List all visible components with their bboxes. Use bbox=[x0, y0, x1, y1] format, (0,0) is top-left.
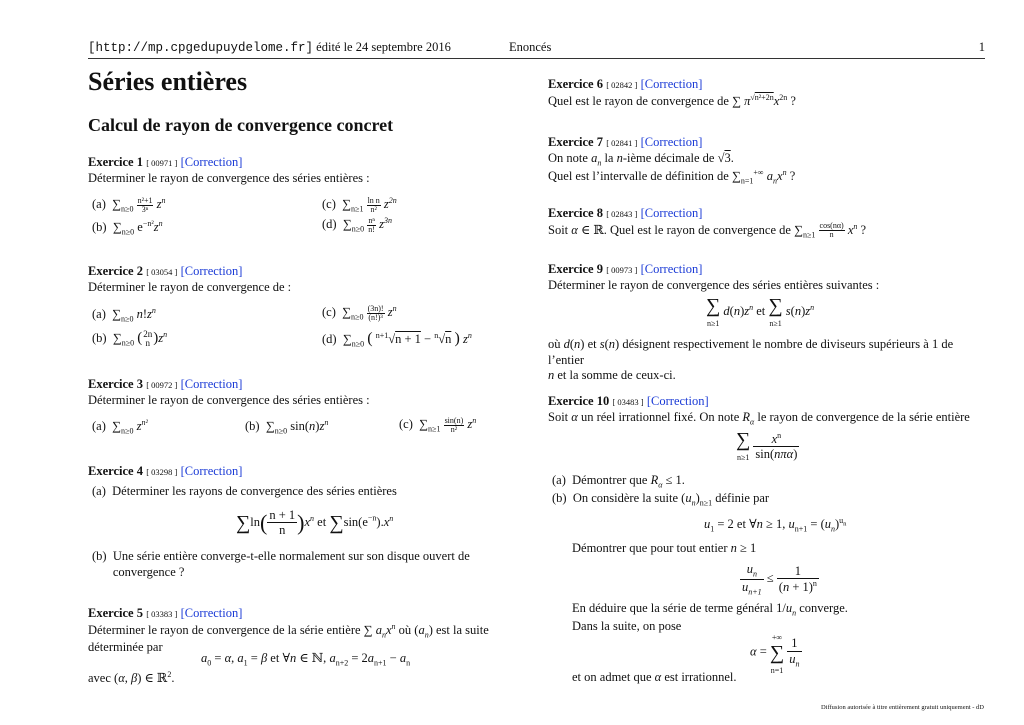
item-1d: (d) $\sum_{n\ge 0}$ $\frac{\text{nⁿ}}{n!}$ $z^{3n}$ bbox=[322, 215, 392, 234]
formula-10b2: $\frac{u_n}{u_{n+1}}$ ≤ $\frac{1}{(n + 1)^n}$ bbox=[742, 562, 817, 597]
exercise-5: Exercice 5 [ 03383 ] [Correction] Déterminer le rayon de convergence de la série entière ∑ $a_nx^n$ où $(a_n)$ est la suite déterminée par bbox=[88, 605, 498, 656]
item-1c: (c) $\sum_{n\ge 1}$ $\frac{\text{ln n}}{\text{n²}}$ $z^{2n}$ bbox=[322, 195, 397, 214]
item-10b-text: est irrationnel. bbox=[664, 670, 737, 684]
item-10a: (a) Démontrer que $R_\alpha \le 1$. bbox=[552, 473, 685, 490]
ex9-text: où bbox=[548, 337, 561, 351]
page-header bbox=[88, 40, 985, 59]
correction-link[interactable]: [Correction] bbox=[180, 464, 243, 478]
ex10-text: Soit bbox=[548, 409, 569, 424]
document-title: Séries entières bbox=[88, 67, 248, 96]
exercise-8: Exercice 8 [ 02843 ] [Correction] Soit α ∈ ℝ. Quel est le rayon de convergence de $\sum_{n\ge 1}$ $\frac{\cos(n\alpha)}{n}$ $x^n$ ? bbox=[548, 206, 867, 240]
exercise-text: Déterminer le rayon de convergence des séries entières : bbox=[88, 170, 370, 185]
footer-note: Diffusion autorisée à titre entièrement gratuit uniquement - dD bbox=[820, 704, 984, 711]
ex9-text: Déterminer le rayon de convergence des séries entières suivantes : bbox=[548, 277, 880, 292]
exercise-10: Exercice 10 [ 03483 ] [Correction] Soit α un réel irrationnel fixé. On note $R_\alpha$ le rayon de convergence de la série entière bbox=[548, 394, 970, 427]
item-10b-text3: Démontrer que pour tout entier n ≥ 1 bbox=[572, 541, 757, 555]
item-1b: (b) $\sum_{n\ge 0}$ $e^{-n^2}z^n$ bbox=[92, 219, 163, 237]
formula-10b3: α = +∞ ∑ n=1 $\frac{1}{u_n}$ bbox=[750, 633, 800, 675]
item-2b: (b) $\sum_{n\ge 0}$ ( 2n n )$z^n$ bbox=[92, 329, 168, 349]
ex7-text: -ième décimale de bbox=[622, 150, 715, 165]
header-source bbox=[88, 40, 451, 57]
ex8-text: Soit bbox=[548, 222, 569, 237]
item-10b-text: Démontrer que pour tout entier bbox=[572, 541, 728, 555]
ex8-text: . Quel est le rayon de convergence de bbox=[603, 222, 791, 237]
item-10b-text: En déduire que la série de terme général bbox=[572, 601, 773, 615]
header-edited: édité le 24 septembre 2016 bbox=[316, 40, 451, 54]
section-title: Calcul de rayon de convergence concret bbox=[88, 115, 394, 135]
page-number: 1 bbox=[978, 40, 985, 54]
item-10b-text5: et on admet que α est irrationnel. bbox=[572, 670, 737, 684]
item-3a: (a) $\sum_{n\ge 0}$ $z^{n^2}$ bbox=[92, 418, 148, 436]
ex7-text: On note bbox=[548, 150, 588, 165]
item-3c: (c) $\sum_{n\ge 1}$ $\frac{\sin(n)}{\text{n²}}$ $z^n$ bbox=[399, 415, 477, 434]
ex6-text: Quel est le rayon de convergence de bbox=[548, 93, 729, 108]
ex5-text: déterminée par bbox=[88, 640, 163, 655]
header-center: Enoncés bbox=[509, 40, 552, 54]
ex5-last: avec (α, β) ∈ ℝ$^2$. bbox=[88, 670, 175, 686]
ex9-text: et bbox=[587, 337, 597, 351]
exercise-6: Exercice 6 [ 02842 ] [Correction] Quel est le rayon de convergence de ∑ $\pi^{√n^2+2n}x^{2n}$ ? bbox=[548, 77, 796, 108]
ex9-text: désignent respectivement le nombre de diviseurs supérieurs à 1 de l’entier bbox=[548, 337, 954, 367]
item-10a-text: Démontrer que bbox=[572, 473, 648, 487]
correction-link[interactable]: [Correction] bbox=[180, 264, 243, 278]
item-10b-text: définie par bbox=[715, 491, 770, 505]
item-2c: (c) $\sum_{n\ge 0}$ $\frac{(3n)!}{\text{(n!)³}}$ $z^n$ bbox=[322, 303, 397, 322]
ex5-text: Déterminer le rayon de convergence de la série entière bbox=[88, 622, 361, 637]
exercise-label: Exercice 5 bbox=[88, 606, 143, 620]
item-2a: (a) $\sum_{n\ge 0}$ $n!z^n$ bbox=[92, 306, 156, 324]
item-4a: (a) Déterminer les rayons de convergence des séries entières bbox=[92, 484, 397, 498]
correction-link[interactable]: [Correction] bbox=[180, 606, 243, 620]
exercise-code: [ 02843 ] bbox=[606, 209, 638, 219]
formula-10: ∑ n≥1 $x^n$ sin(nπα) bbox=[736, 429, 798, 462]
item-4b: (b) Une série entière converge-t-elle normalement sur son disque ouvert de convergence ? bbox=[92, 549, 472, 580]
ex5-text: où bbox=[398, 622, 412, 637]
item-10b-text: On considère la suite bbox=[572, 491, 679, 505]
item-2d: (d) $\sum_{n\ge 0}$ ( $^{n+1}$√n + 1 − $^n$√n ) $z^n$ bbox=[322, 330, 472, 349]
header-url[interactable]: [http://mp.cpgedupuydelome.fr] bbox=[88, 41, 314, 55]
item-10b-text: et on admet que bbox=[572, 670, 652, 684]
correction-link[interactable]: [Correction] bbox=[640, 262, 703, 276]
item-1a: (a) $\sum_{n\ge 0}$ $\frac{\text{n²+1}}{\text{3ⁿ}}$ $z^n$ bbox=[92, 195, 166, 214]
item-10b: (b) On considère la suite $(u_n)_{n\ge 1}$ définie par bbox=[552, 491, 770, 508]
item-10b-text: converge. bbox=[799, 601, 848, 615]
exercise-code: [ 03054 ] bbox=[146, 267, 178, 277]
exercise-1 bbox=[88, 154, 370, 186]
correction-link[interactable]: [Correction] bbox=[640, 77, 703, 91]
exercise-code: [ 02841 ] bbox=[606, 138, 638, 148]
formula-10b1: $u_1 = 2$ et ∀n ≥ 1, $u_{n+1} = (u_n)^{u_n}$ bbox=[704, 516, 847, 534]
exercise-code: [ 03298 ] bbox=[146, 467, 178, 477]
exercise-label: Exercice 9 bbox=[548, 262, 603, 276]
ex7-text: la bbox=[604, 150, 614, 165]
exercise-9 bbox=[548, 261, 879, 293]
ex10-text: le rayon de convergence de la série entière bbox=[757, 409, 970, 424]
item-4a-text: Déterminer les rayons de convergence des séries entières bbox=[112, 484, 397, 498]
exercise-code: [ 00972 ] bbox=[146, 380, 178, 390]
correction-link[interactable]: [Correction] bbox=[180, 155, 243, 169]
item-10b-text4: En déduire que la série de terme général $1/u_n$ converge. Dans la suite, on pose bbox=[572, 601, 848, 633]
correction-link[interactable]: [Correction] bbox=[640, 135, 703, 149]
exercise-label: Exercice 2 bbox=[88, 264, 143, 278]
exercise-2 bbox=[88, 263, 291, 295]
exercise-code: [ 00971 ] bbox=[146, 158, 178, 168]
ex9-text: et la somme de ceux-ci. bbox=[557, 368, 676, 383]
ex9-text2: où d(n) et s(n) désignent respectivement le nombre de diviseurs supérieurs à 1 de l’entier n et la somme de ceux-ci. bbox=[548, 337, 954, 383]
exercise-label: Exercice 7 bbox=[548, 135, 603, 149]
exercise-code: [ 00973 ] bbox=[606, 265, 638, 275]
correction-link[interactable]: [Correction] bbox=[646, 394, 709, 408]
exercise-label: Exercice 6 bbox=[548, 77, 603, 91]
formula-9: ∑ n≥1 $d(n)z^n$ et ∑ n≥1 $s(n)z^n$ bbox=[706, 295, 815, 328]
exercise-label: Exercice 4 bbox=[88, 464, 143, 478]
correction-link[interactable]: [Correction] bbox=[180, 377, 243, 391]
exercise-label: Exercice 8 bbox=[548, 206, 603, 220]
exercise-code: [ 03383 ] bbox=[146, 609, 178, 619]
exercise-label: Exercice 10 bbox=[548, 394, 610, 408]
exercise-7: Exercice 7 [ 02841 ] [Correction] On note $a_n$ la n-ième décimale de √3. Quel est l’intervalle de définition de $\sum_{n=1}^{+\infty}$ $a_nx^n$ ? bbox=[548, 135, 796, 186]
formula-5: $a_0 = \alpha$, $a_1 = \beta$ et ∀n ∈ ℕ, $a_{n+2} = 2a_{n+1} - a_n$ bbox=[201, 651, 411, 668]
exercise-4 bbox=[88, 463, 242, 480]
formula-4a: ∑ln( $\frac{n + 1}{n}$ )$x^n$ et $\sum\sin(e^{-n}).x^n$ bbox=[236, 508, 394, 538]
ex7-text: Quel est l’intervalle de définition de bbox=[548, 169, 729, 184]
exercise-label: Exercice 3 bbox=[88, 377, 143, 391]
exercise-text: Déterminer le rayon de convergence de : bbox=[88, 279, 292, 294]
exercise-label: Exercice 1 bbox=[88, 155, 143, 169]
item-4b-text: Une série entière converge-t-elle normalement sur son disque ouvert de convergence ? bbox=[112, 549, 470, 579]
ex5-text: est la suite bbox=[436, 622, 489, 637]
exercise-3 bbox=[88, 376, 370, 408]
exercise-text: Déterminer le rayon de convergence des séries entières : bbox=[88, 392, 370, 407]
exercise-code: [ 02842 ] bbox=[606, 80, 638, 90]
ex5-text: avec bbox=[88, 671, 111, 686]
item-10b-text: Dans la suite, on pose bbox=[572, 618, 682, 633]
item-3b: (b) $\sum_{n\ge 0}$ $\sin(n)z^n$ bbox=[245, 418, 329, 436]
ex10-text: un réel irrationnel fixé. On note bbox=[580, 409, 740, 424]
exercise-code: [ 03483 ] bbox=[612, 397, 644, 407]
correction-link[interactable]: [Correction] bbox=[640, 206, 703, 220]
